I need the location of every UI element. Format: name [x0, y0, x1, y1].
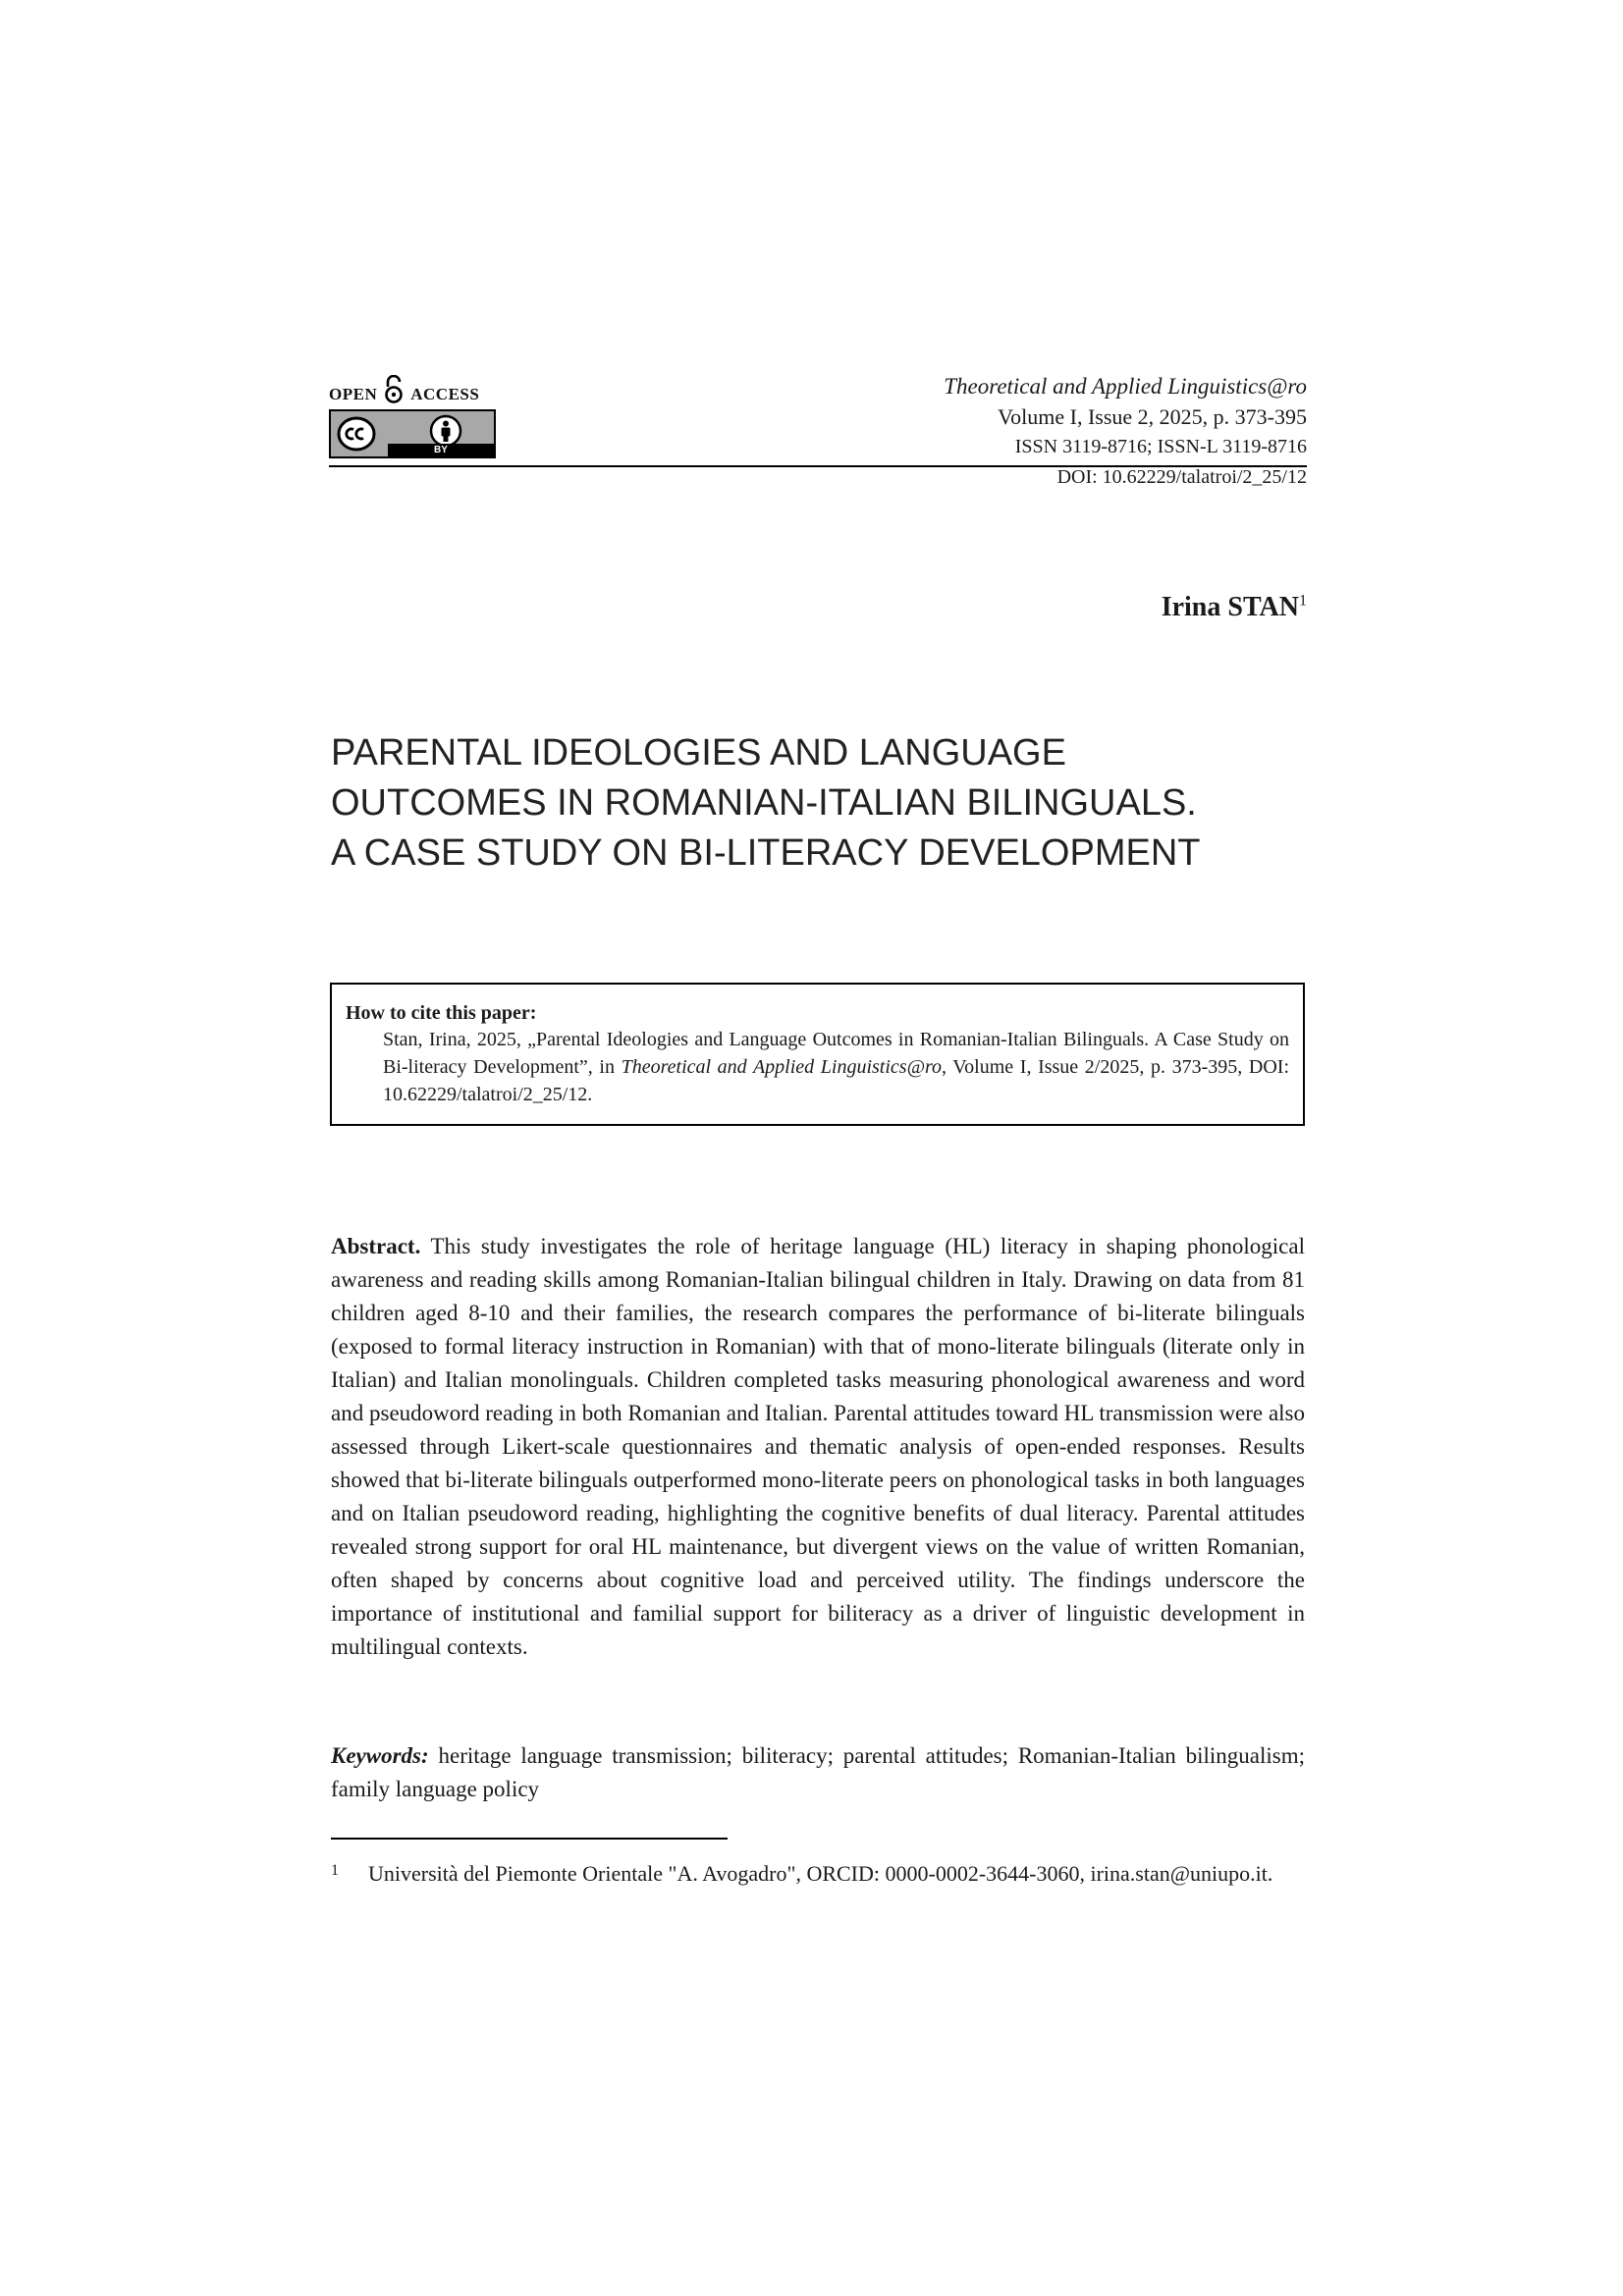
- footnote-divider: [331, 1838, 728, 1840]
- footnote: [331, 1857, 1305, 1891]
- title-line: A CASE STUDY ON BI-LITERACY DEVELOPMENT: [331, 832, 1201, 874]
- citation-journal: Theoretical and Applied Linguistics@ro: [621, 1056, 943, 1078]
- citation-text-after: , Volume I, Issue 2/2025, p. 373-395, DOI: 10.62229/talatroi/2_25/12.: [383, 1056, 1290, 1105]
- open-access-lock-icon: [383, 375, 405, 404]
- license-tag: BY: [388, 444, 494, 456]
- citation-text: [346, 1026, 1289, 1108]
- keywords-text: heritage language transmission; biliteracy; parental attitudes; Romanian-Italian bilingualism; family language policy: [331, 1743, 1305, 1801]
- keywords-label: Keywords:: [331, 1743, 429, 1768]
- citation-heading: How to cite this paper:: [346, 1002, 537, 1024]
- author-name-text: Irina STAN: [1161, 592, 1299, 622]
- header-divider: [329, 465, 1307, 467]
- attribution-person-icon: [429, 414, 462, 448]
- title-line: OUTCOMES IN ROMANIAN-ITALIAN BILINGUALS.: [331, 782, 1197, 824]
- author-name: [1162, 592, 1307, 623]
- footnote-text: Università del Piemonte Orientale "A. Avogadro", ORCID: 0000-0002-3644-3060, irina.stan@uniupo.it.: [368, 1861, 1273, 1886]
- footnote-number: 1: [331, 1862, 339, 1879]
- open-access-badge: [329, 375, 496, 458]
- journal-volume: Volume I, Issue 2, 2025, p. 373-395: [998, 404, 1307, 429]
- journal-issn: ISSN 3119-8716; ISSN-L 3119-8716: [1014, 436, 1307, 457]
- keywords: [331, 1739, 1305, 1806]
- open-access-label: [329, 375, 496, 404]
- open-label: OPEN: [329, 385, 378, 403]
- title-line: PARENTAL IDEOLOGIES AND LANGUAGE: [331, 732, 1066, 774]
- creative-commons-icon: [337, 416, 376, 452]
- author-footnote-mark: 1: [1299, 592, 1307, 610]
- paper-title: [331, 728, 1313, 879]
- abstract-text: This study investigates the role of heritage language (HL) literacy in shaping phonological awareness and reading skills among Romanian-Italian bilingual children in Italy. Drawing on data from 81 children aged 8-10 and their families, the research compares the performance of bi-literate bilinguals (exposed to formal literacy instruction in Romanian) with that of mono-literate bilinguals (literate only in Italian) and Italian monolinguals. Children completed tasks measuring phonological awareness and word and pseudoword reading in both Romanian and Italian. Parental attitudes toward HL transmission were also assessed through Likert-scale questionnaires and thematic analysis of open-ended responses. Results showed that bi-literate bilinguals outperformed mono-literate peers on phonological tasks in both languages and on Italian pseudoword reading, highlighting the cognitive benefits of dual literacy. Parental attitudes revealed strong support for oral HL maintenance, but divergent views on the value of written Romanian, often shaped by concerns about cognitive load and perceived utility. The findings underscore the importance of institutional and familial support for biliteracy as a driver of linguistic development in multilingual contexts.: [331, 1234, 1305, 1659]
- citation-text-before: Stan, Irina, 2025, „Parental Ideologies and Language Outcomes in Romanian-Italian Bilinguals. A Case Study on Bi-literacy Development”, in: [383, 1029, 1289, 1078]
- access-label: ACCESS: [410, 385, 480, 403]
- abstract-label: Abstract.: [331, 1234, 421, 1258]
- cc-by-license-badge: [329, 409, 496, 458]
- citation-box: [330, 983, 1305, 1126]
- journal-info: [944, 371, 1307, 493]
- abstract: [331, 1230, 1305, 1664]
- journal-name: Theoretical and Applied Linguistics@ro: [944, 374, 1307, 399]
- journal-doi: DOI: 10.62229/talatroi/2_25/12: [1056, 466, 1307, 488]
